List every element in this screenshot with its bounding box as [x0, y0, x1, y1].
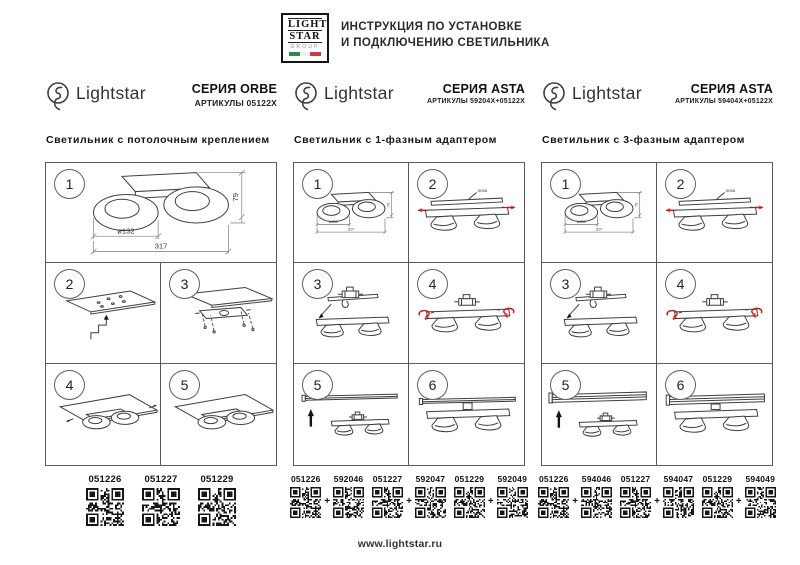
panel-step-3 — [294, 263, 409, 364]
article-number: 051229 — [200, 474, 234, 485]
lightstar-bulb-icon — [45, 81, 72, 113]
brand-wordmark: Lightstar — [324, 83, 394, 103]
brand-row — [541, 75, 773, 127]
article-number: 594046 — [581, 474, 612, 484]
panel-step-6 — [657, 364, 772, 465]
qr-code — [663, 487, 694, 518]
dim-diameter-label: ø132 — [576, 220, 586, 225]
plus-sign: + — [324, 496, 331, 507]
column-asta-3phase — [538, 75, 776, 553]
dim-diameter-label: ø132 — [117, 226, 135, 236]
qr-code — [702, 487, 733, 518]
panel-step-4 — [46, 364, 161, 465]
website-url: www.lightstar.ru — [357, 538, 443, 550]
series-title: СЕРИЯ ORBE — [191, 82, 277, 96]
plus-sign: + — [487, 496, 494, 507]
logo-text-group: GROUP — [290, 44, 320, 50]
lightstar-group-logo — [281, 13, 329, 63]
step-number: 2 — [54, 269, 85, 299]
step-number: 5 — [550, 370, 581, 400]
step-number: 4 — [54, 370, 85, 400]
qr-code — [415, 487, 446, 518]
steps-grid — [293, 162, 525, 466]
step-number: 3 — [169, 269, 200, 299]
qr-code — [290, 487, 321, 518]
panel-step-4 — [657, 263, 772, 364]
dim-height-label: 79 — [634, 202, 639, 207]
plus-sign: + — [735, 496, 742, 507]
article-number: 051227 — [372, 474, 403, 484]
article-number: 592047 — [415, 474, 446, 484]
logo-text-star: STAR — [289, 31, 321, 42]
plus-sign: + — [654, 496, 660, 507]
series-articles: АРТИКУЛЫ 59204X+05122X — [427, 98, 525, 105]
article-number: 592049 — [497, 474, 528, 484]
qr-code — [497, 487, 528, 518]
panel-step-3 — [161, 263, 276, 364]
series-articles: АРТИКУЛЫ 59404X+05122X — [675, 98, 773, 105]
column-subtitle: Светильник с 3-фазным адаптером — [542, 134, 745, 146]
qr-item — [198, 474, 236, 526]
dim-height-label: 79 — [386, 202, 391, 207]
qr-pair — [702, 474, 776, 518]
article-number: 594049 — [745, 474, 776, 484]
qr-code — [581, 487, 612, 518]
qr-code — [620, 487, 651, 518]
adapter-part-label: MON6 — [725, 188, 736, 193]
qr-row — [538, 474, 776, 518]
article-number: 592046 — [333, 474, 364, 484]
qr-code — [454, 487, 485, 518]
step-number: 3 — [550, 269, 581, 299]
series-articles: АРТИКУЛЫ 05122X — [194, 98, 277, 108]
step-number: 1 — [54, 169, 85, 199]
step-number: 6 — [417, 370, 448, 400]
panel-step-2 — [409, 163, 524, 263]
series-title: СЕРИЯ ASTA — [442, 82, 525, 96]
step-number: 4 — [417, 269, 448, 299]
panel-step-5 — [161, 364, 276, 465]
qr-pair — [454, 474, 528, 518]
dim-height-label: 79 — [230, 193, 240, 202]
qr-row — [290, 474, 528, 518]
steps-grid — [45, 162, 277, 466]
panel-step-5 — [542, 364, 657, 465]
panel-step-1 — [294, 163, 409, 263]
article-number: 051226 — [538, 474, 569, 484]
column-subtitle: Светильник с потолочным креплением — [46, 134, 270, 146]
qr-code — [198, 488, 236, 526]
qr-pair — [538, 474, 612, 518]
logo-text-light: LIGHT — [288, 19, 328, 30]
dim-width-label: 317 — [154, 241, 168, 251]
qr-code — [86, 488, 124, 526]
panel-step-5 — [294, 364, 409, 465]
step-number: 6 — [665, 370, 696, 400]
step-number: 5 — [302, 370, 333, 400]
article-number: 051229 — [454, 474, 485, 484]
step-number: 4 — [665, 269, 696, 299]
qr-pair — [620, 474, 694, 518]
qr-item — [86, 474, 124, 526]
panel-step-6 — [409, 364, 524, 465]
brand-row — [293, 75, 525, 127]
qr-pair — [372, 474, 446, 518]
plus-sign: + — [572, 496, 579, 507]
article-number: 594047 — [663, 474, 694, 484]
qr-code — [538, 487, 569, 518]
qr-code — [142, 488, 180, 526]
brand-wordmark: Lightstar — [76, 83, 146, 103]
panel-step-1 — [46, 163, 276, 263]
dim-width-label: 317 — [595, 227, 603, 232]
article-number: 051226 — [88, 474, 122, 485]
brand-wordmark: Lightstar — [572, 83, 642, 103]
qr-code — [745, 487, 776, 518]
qr-item — [142, 474, 180, 526]
page-title-line2: И ПОДКЛЮЧЕНИЮ СВЕТИЛЬНИКА — [341, 37, 550, 49]
panel-step-3 — [542, 263, 657, 364]
steps-grid — [541, 162, 773, 466]
panel-step-4 — [409, 263, 524, 364]
dim-diameter-label: ø132 — [328, 220, 338, 225]
qr-pair — [290, 474, 364, 518]
article-number: 051226 — [290, 474, 321, 484]
article-number: 051229 — [702, 474, 733, 484]
panel-step-1 — [542, 163, 657, 263]
step-number: 2 — [417, 169, 448, 199]
article-number: 051227 — [620, 474, 651, 484]
plus-sign: + — [406, 496, 412, 507]
page-title-line1: ИНСТРУКЦИЯ ПО УСТАНОВКЕ — [341, 21, 523, 33]
panel-step-2 — [46, 263, 161, 364]
qr-code — [333, 487, 364, 518]
article-number: 051227 — [144, 474, 178, 485]
step-number: 1 — [550, 169, 581, 199]
step-number: 5 — [169, 370, 200, 400]
series-title: СЕРИЯ ASTA — [690, 82, 773, 96]
column-subtitle: Светильник с 1-фазным адаптером — [294, 134, 497, 146]
qr-code — [372, 487, 403, 518]
column-orbe — [45, 75, 277, 553]
column-asta-1phase — [290, 75, 528, 553]
dim-width-label: 317 — [347, 227, 355, 232]
brand-row — [45, 75, 277, 127]
italian-flag-icon — [289, 52, 321, 56]
adapter-part-label: MON6 — [477, 188, 488, 193]
page-title — [341, 19, 550, 51]
step-number: 1 — [302, 169, 333, 199]
lightstar-bulb-icon — [541, 81, 568, 113]
step-number: 3 — [302, 269, 333, 299]
qr-row — [45, 474, 277, 526]
lightstar-bulb-icon — [293, 81, 320, 113]
panel-step-2 — [657, 163, 772, 263]
step-number: 2 — [665, 169, 696, 199]
